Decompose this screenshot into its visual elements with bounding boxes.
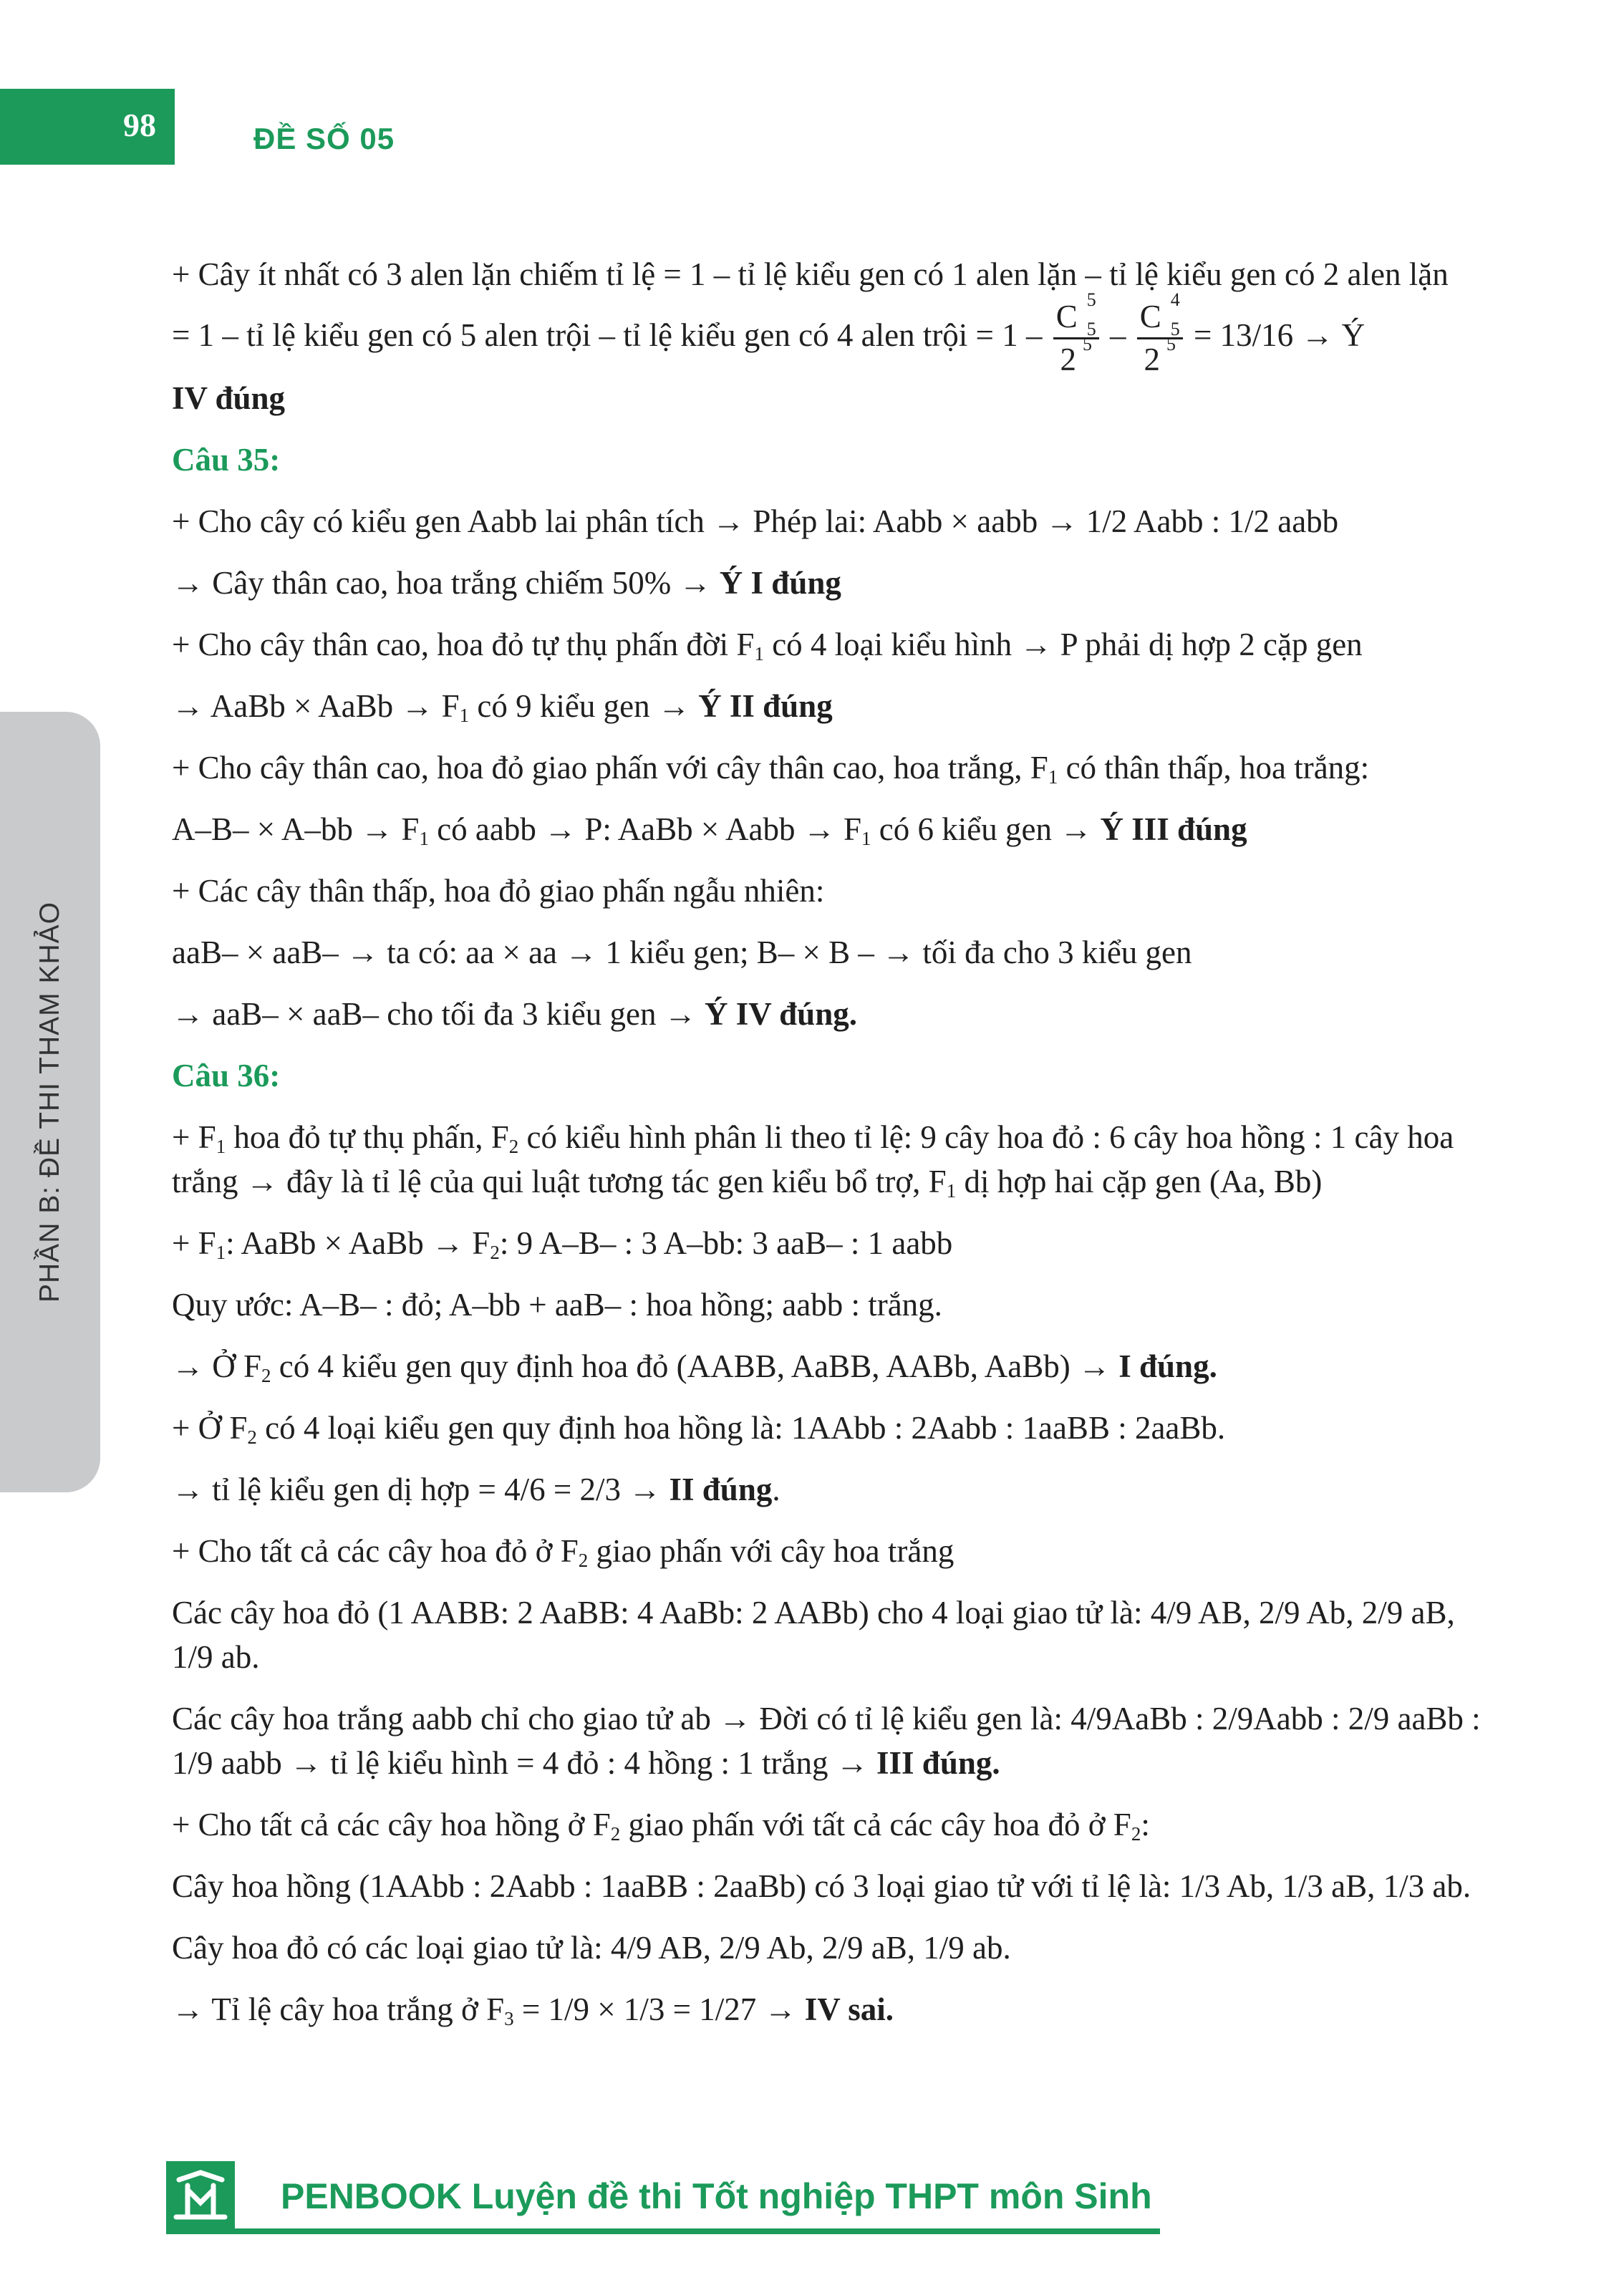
paragraph: → Ở $F_2$ có 4 kiểu gen quy định hoa đỏ (AABB, AaBB, AABb, AaBb) → I đúng. [172,1348,1217,1386]
text: = 1 – tỉ lệ kiểu gen có 5 alen trội – tỉ lệ kiểu gen có 4 alen trội = 1 – [172,317,1043,353]
fraction: C 5 5 2 5 [1053,301,1099,376]
paragraph: + $F_1$ hoa đỏ tự thụ phấn, $F_2$ có kiểu hình phân li theo tỉ lệ: 9 cây hoa đỏ : 6 cây hoa hồng : 1 cây hoa trắng → đây là tỉ lệ của qui luật tương tác gen kiểu bổ trợ, $F_1$ dị hợp hai cặp gen (Aa, Bb) [172,1119,1454,1202]
paragraph: Các cây hoa đỏ (1 AABB: 2 AaBB: 4 AaBb: 2 AABb) cho 4 loại giao tử là: 4/9 AB, 2/9 Ab, 2/9 aB, 1/9 ab. [172,1595,1455,1675]
paragraph: + Cho cây có kiểu gen Aabb lai phân tích → Phép lai: Aabb × aabb → 1/2 Aabb : 1/2 aabb [172,503,1339,539]
verdict: Ý IV đúng. [704,996,857,1032]
verdict: I đúng. [1118,1348,1217,1384]
section-title: ĐỀ SỐ 05 [253,122,395,155]
paragraph: + Cho tất cả các cây hoa hồng ở $F_2$ giao phấn với tất cả các cây hoa đỏ ở $F_2$: [172,1807,1150,1845]
footer-rule [166,2228,1160,2234]
verdict: IV đúng [172,380,286,416]
main-content [172,252,1482,2049]
page-number-box [0,89,175,165]
side-tab-label: PHẦN B: ĐỀ THI THAM KHẢO [34,902,65,1303]
paragraph: + Cho tất cả các cây hoa đỏ ở $F_2$ giao phấn với cây hoa trắng [172,1533,954,1571]
paragraph: $A-B- \times A-bb \to F_1$ có aabb → P: AaBb × Aabb → $F_1$ có 6 kiểu gen → Ý III đúng [172,811,1247,849]
paragraph [172,252,1482,296]
verdict: II đúng [669,1472,773,1507]
text: = 13/16 → Ý [1193,317,1366,353]
paragraph: + Cho cây thân cao, hoa đỏ giao phấn với cây thân cao, hoa trắng, $F_1$ có thân thấp, hoa trắng: [172,750,1370,788]
page-number: 98 [123,107,156,143]
paragraph: + Cho cây thân cao, hoa đỏ tự thụ phấn đời $F_1$ có 4 loại kiểu hình → P phải dị hợp 2 cặp gen [172,627,1363,665]
verdict: Ý I đúng [719,565,841,601]
paragraph: Quy ước: A–B– : đỏ; A–bb + aaB– : hoa hồng; aabb : trắng. [172,1287,942,1323]
paragraph: aaB– × aaB– → ta có: aa × aa → 1 kiểu gen; B– × B – → tối đa cho 3 kiểu gen [172,934,1192,970]
footer-title: PENBOOK Luyện đề thi Tốt nghiệp THPT môn Sinh [281,2176,1152,2216]
paragraph: Cây hoa đỏ có các loại giao tử là: 4/9 AB, 2/9 Ab, 2/9 aB, 1/9 ab. [172,1930,1011,1966]
question-heading: Câu 35: [172,442,281,478]
fraction: C 4 5 2 5 [1137,301,1183,376]
paragraph: Các cây hoa trắng aabb chỉ cho giao tử ab → Đời có tỉ lệ kiểu gen là: 4/9AaBb : 2/9Aabb : 2/9 aaBb : 1/9 aabb → tỉ lệ kiểu hình = 4 đỏ : 4 hồng : 1 trắng → III đúng. [172,1701,1481,1781]
verdict: Ý III đúng [1100,811,1247,847]
text: + Cây ít nhất có 3 alen lặn chiếm tỉ lệ = 1 – tỉ lệ kiểu gen có 1 alen lặn – tỉ lệ kiểu gen có 2 alen lặn [172,256,1449,292]
paragraph [172,289,1482,420]
paragraph: → Tỉ lệ cây hoa trắng ở $F_3 = 1/9 \times 1/3 = 1/27$ → IV sai. [172,1991,894,2029]
verdict: III đúng. [876,1745,1000,1781]
verdict: Ý II đúng [698,688,833,724]
paragraph: Cây hoa hồng (1AAbb : 2Aabb : 1aaBB : 2aaBb) có 3 loại giao tử với tỉ lệ là: 1/3 Ab, 1/3 aB, 1/3 ab. [172,1868,1471,1904]
text: – [1109,317,1126,353]
paragraph: → aaB– × aaB– cho tối đa 3 kiểu gen → Ý IV đúng. [172,996,857,1032]
verdict: IV sai. [804,1991,894,2027]
paragraph: + $F_1$: AaBb × AaBb → $F_2$: 9 A–B– : 3 A–bb: 3 aaB– : 1 aabb [172,1225,953,1263]
question-heading: Câu 36: [172,1058,281,1093]
paragraph: → AaBb × AaBb → $F_1$ có 9 kiểu gen → Ý II đúng [172,688,833,726]
paragraph: + Các cây thân thấp, hoa đỏ giao phấn ngẫu nhiên: [172,873,825,909]
penbook-logo-icon [166,2161,235,2228]
paragraph: → tỉ lệ kiểu gen dị hợp = 4/6 = 2/3 → II đúng. [172,1472,780,1507]
paragraph: + Ở $F_2$ có 4 loại kiểu gen quy định hoa hồng là: 1AAbb : 2Aabb : 1aaBB : 2aaBb. [172,1410,1226,1448]
paragraph: → Cây thân cao, hoa trắng chiếm 50% → Ý I đúng [172,565,841,601]
